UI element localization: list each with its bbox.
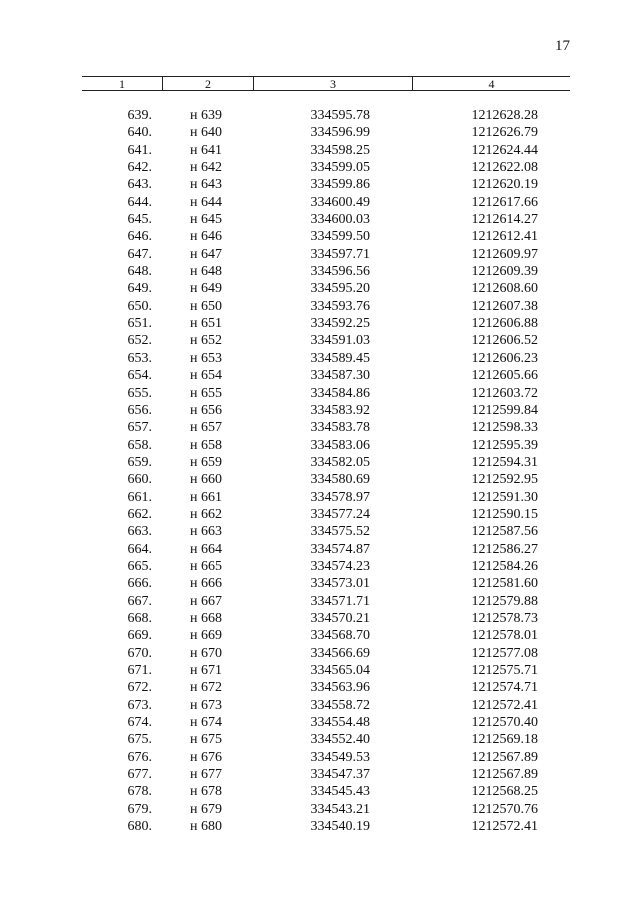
row-number: 666. <box>127 576 152 592</box>
row-number: 644. <box>127 194 152 210</box>
table-row <box>0 610 639 627</box>
point-id: н 643 <box>190 177 222 193</box>
point-id: н 673 <box>190 697 222 713</box>
table-row <box>0 801 639 818</box>
coordinate-x: 334600.03 <box>310 212 370 228</box>
row-number: 679. <box>127 801 152 817</box>
coordinate-x: 334540.19 <box>310 819 370 835</box>
table-row <box>0 211 639 228</box>
point-id: н 650 <box>190 298 222 314</box>
coordinate-y: 1212592.95 <box>471 472 538 488</box>
coordinate-x: 334599.05 <box>310 160 370 176</box>
row-number: 672. <box>127 680 152 696</box>
point-id: н 660 <box>190 472 222 488</box>
point-id: н 657 <box>190 420 222 436</box>
coordinate-x: 334598.25 <box>310 142 370 158</box>
point-id: н 679 <box>190 801 222 817</box>
table-row <box>0 194 639 211</box>
coordinate-y: 1212587.56 <box>471 524 538 540</box>
row-number: 671. <box>127 663 152 678</box>
row-number: 648. <box>127 264 152 280</box>
coordinate-y: 1212581.60 <box>471 576 538 592</box>
header-col-3: 3 <box>330 77 336 91</box>
point-id: н 645 <box>190 212 222 228</box>
coordinate-x: 334574.23 <box>310 558 370 574</box>
table-row <box>0 783 639 800</box>
row-number: 668. <box>127 610 152 626</box>
coordinate-y: 1212574.71 <box>471 680 538 696</box>
row-number: 676. <box>127 749 152 765</box>
coordinate-y: 1212578.73 <box>471 610 538 626</box>
header-col-2: 2 <box>205 77 211 91</box>
coordinate-y: 1212594.31 <box>471 454 538 470</box>
row-number: 649. <box>127 281 152 297</box>
point-id: н 659 <box>190 454 222 470</box>
coordinate-y: 1212595.39 <box>471 437 538 453</box>
coordinate-x: 334599.50 <box>310 229 370 245</box>
coordinate-x: 334568.70 <box>310 628 370 644</box>
row-number: 639. <box>127 108 152 123</box>
row-number: 664. <box>127 541 152 557</box>
row-number: 653. <box>127 350 152 366</box>
table-row <box>0 263 639 280</box>
coordinate-y: 1212606.52 <box>471 333 538 349</box>
point-id: н 661 <box>190 489 222 505</box>
point-id: н 646 <box>190 229 222 245</box>
coordinate-y: 1212569.18 <box>471 732 538 748</box>
coordinate-y: 1212603.72 <box>471 385 538 401</box>
header-col-4: 4 <box>488 77 495 91</box>
table-row <box>0 454 639 471</box>
point-id: н 655 <box>190 385 222 401</box>
table-row <box>0 541 639 558</box>
coordinate-x: 334592.25 <box>310 316 370 332</box>
row-number: 680. <box>127 819 152 835</box>
coordinate-y: 1212620.19 <box>471 177 538 193</box>
coordinate-y: 1212575.71 <box>471 663 538 678</box>
table-row <box>0 246 639 263</box>
coordinate-x: 334596.56 <box>310 264 370 280</box>
row-number: 647. <box>127 246 152 262</box>
table-row <box>0 350 639 367</box>
coordinate-y: 1212584.26 <box>471 558 538 574</box>
coordinate-x: 334587.30 <box>310 368 370 384</box>
coordinate-x: 334582.05 <box>310 454 370 470</box>
point-id: н 640 <box>190 125 222 141</box>
coordinate-y: 1212609.39 <box>471 264 538 280</box>
point-id: н 665 <box>190 558 222 574</box>
table-row <box>0 402 639 419</box>
point-id: н 652 <box>190 333 222 349</box>
row-number: 667. <box>127 593 152 609</box>
row-number: 662. <box>127 506 152 522</box>
row-number: 656. <box>127 402 152 418</box>
coordinate-x: 334547.37 <box>310 767 370 783</box>
row-number: 651. <box>127 316 152 332</box>
point-id: н 642 <box>190 160 222 176</box>
row-number: 663. <box>127 524 152 540</box>
table-row <box>0 471 639 488</box>
point-id: н 641 <box>190 142 222 158</box>
coordinate-y: 1212579.88 <box>471 593 538 609</box>
row-number: 650. <box>127 298 152 314</box>
coordinate-y: 1212570.40 <box>471 715 538 731</box>
row-number: 675. <box>127 732 152 748</box>
table-row <box>0 124 639 141</box>
coordinate-y: 1212622.08 <box>471 160 538 176</box>
coordinate-x: 334577.24 <box>310 506 370 522</box>
coordinate-x: 334595.20 <box>310 281 370 297</box>
coordinate-y: 1212612.41 <box>471 229 538 245</box>
table-row <box>0 437 639 454</box>
table-row <box>0 679 639 696</box>
table-row <box>0 697 639 714</box>
coordinate-x: 334580.69 <box>310 472 370 488</box>
point-id: н 653 <box>190 350 222 366</box>
point-id: н 677 <box>190 767 222 783</box>
coordinate-x: 334593.76 <box>310 298 370 314</box>
coordinate-x: 334583.78 <box>310 420 370 436</box>
point-id: н 648 <box>190 264 222 280</box>
coordinate-x: 334545.43 <box>310 784 370 800</box>
point-id: н 649 <box>190 281 222 297</box>
table-row <box>0 489 639 506</box>
point-id: н 647 <box>190 246 222 262</box>
coordinate-y: 1212607.38 <box>471 298 538 314</box>
coordinate-x: 334574.87 <box>310 541 370 557</box>
row-number: 643. <box>127 177 152 193</box>
table-row <box>0 662 639 679</box>
coordinate-x: 334543.21 <box>310 801 370 817</box>
row-number: 645. <box>127 212 152 228</box>
table-row <box>0 731 639 748</box>
row-number: 660. <box>127 472 152 488</box>
row-number: 673. <box>127 697 152 713</box>
point-id: н 674 <box>190 715 222 731</box>
table-row <box>0 818 639 835</box>
point-id: н 670 <box>190 645 222 661</box>
coordinate-x: 334591.03 <box>310 333 370 349</box>
coordinate-x: 334575.52 <box>310 524 370 540</box>
row-number: 655. <box>127 385 152 401</box>
table-row <box>0 558 639 575</box>
coordinate-y: 1212567.89 <box>471 749 538 765</box>
point-id: н 676 <box>190 749 222 765</box>
coordinate-y: 1212578.01 <box>471 628 538 644</box>
table-row <box>0 298 639 315</box>
table-row <box>0 645 639 662</box>
coordinate-x: 334552.40 <box>310 732 370 748</box>
coordinate-y: 1212568.25 <box>471 784 538 800</box>
table-header <box>82 76 570 91</box>
coordinate-x: 334599.86 <box>310 177 370 193</box>
coordinate-y: 1212577.08 <box>471 645 538 661</box>
coordinate-x: 334549.53 <box>310 749 370 765</box>
row-number: 654. <box>127 368 152 384</box>
point-id: н 651 <box>190 316 222 332</box>
coordinate-x: 334573.01 <box>310 576 370 592</box>
table-row <box>0 714 639 731</box>
coordinate-x: 334596.99 <box>310 125 370 141</box>
coordinate-y: 1212626.79 <box>471 125 538 141</box>
row-number: 652. <box>127 333 152 349</box>
coordinate-y: 1212606.23 <box>471 350 538 366</box>
coordinate-x: 334554.48 <box>310 715 370 731</box>
table-row <box>0 159 639 176</box>
point-id: н 654 <box>190 368 222 384</box>
table-row <box>0 315 639 332</box>
point-id: н 671 <box>190 663 222 678</box>
point-id: н 680 <box>190 819 222 835</box>
row-number: 670. <box>127 645 152 661</box>
coordinate-x: 334584.86 <box>310 385 370 401</box>
point-id: н 666 <box>190 576 222 592</box>
coordinate-y: 1212608.60 <box>471 281 538 297</box>
point-id: н 656 <box>190 402 222 418</box>
coordinate-y: 1212624.44 <box>471 142 538 158</box>
coordinate-y: 1212617.66 <box>471 194 538 210</box>
table-row <box>0 593 639 610</box>
table-row <box>0 280 639 297</box>
row-number: 646. <box>127 229 152 245</box>
row-number: 678. <box>127 784 152 800</box>
coordinate-x: 334597.71 <box>310 246 370 262</box>
coordinate-y: 1212606.88 <box>471 316 538 332</box>
row-number: 665. <box>127 558 152 574</box>
row-number: 641. <box>127 142 152 158</box>
table-row <box>0 523 639 540</box>
row-number: 674. <box>127 715 152 731</box>
page-number: 17 <box>555 38 570 54</box>
coordinate-y: 1212567.89 <box>471 767 538 783</box>
point-id: н 664 <box>190 541 222 557</box>
row-number: 661. <box>127 489 152 505</box>
coordinate-y: 1212614.27 <box>471 212 538 228</box>
table-row <box>0 142 639 159</box>
point-id: н 658 <box>190 437 222 453</box>
coordinate-y: 1212605.66 <box>471 368 538 384</box>
point-id: н 678 <box>190 784 222 800</box>
coordinate-y: 1212586.27 <box>471 541 538 557</box>
coordinate-y: 1212591.30 <box>471 489 538 505</box>
coordinate-y: 1212590.15 <box>471 506 538 522</box>
point-id: н 663 <box>190 524 222 540</box>
table-body <box>0 107 639 835</box>
row-number: 642. <box>127 160 152 176</box>
table-row <box>0 766 639 783</box>
point-id: н 667 <box>190 593 222 609</box>
table-row <box>0 419 639 436</box>
coordinate-y: 1212572.41 <box>471 819 538 835</box>
coordinate-x: 334566.69 <box>310 645 370 661</box>
table-row <box>0 506 639 523</box>
coordinate-y: 1212572.41 <box>471 697 538 713</box>
coordinate-x: 334558.72 <box>310 697 370 713</box>
point-id: н 669 <box>190 628 222 644</box>
row-number: 658. <box>127 437 152 453</box>
table-row <box>0 385 639 402</box>
point-id: н 662 <box>190 506 222 522</box>
coordinate-y: 1212570.76 <box>471 801 538 817</box>
coordinate-x: 334589.45 <box>310 350 370 366</box>
table-row <box>0 176 639 193</box>
coordinate-y: 1212599.84 <box>471 402 538 418</box>
point-id: н 675 <box>190 732 222 748</box>
point-id: н 644 <box>190 194 222 210</box>
row-number: 659. <box>127 454 152 470</box>
row-number: 657. <box>127 420 152 436</box>
coordinate-x: 334600.49 <box>310 194 370 210</box>
point-id: н 672 <box>190 680 222 696</box>
table-row <box>0 107 639 124</box>
coordinate-x: 334578.97 <box>310 489 370 505</box>
header-col-1: 1 <box>119 77 125 91</box>
table-row <box>0 228 639 245</box>
point-id: н 639 <box>190 108 222 123</box>
coordinate-y: 1212628.28 <box>471 108 538 123</box>
row-number: 669. <box>127 628 152 644</box>
point-id: н 668 <box>190 610 222 626</box>
table-row <box>0 332 639 349</box>
coordinate-x: 334563.96 <box>310 680 370 696</box>
table-row <box>0 367 639 384</box>
coordinate-x: 334583.92 <box>310 402 370 418</box>
coordinate-y: 1212598.33 <box>471 420 538 436</box>
coordinate-x: 334595.78 <box>310 108 370 123</box>
coordinate-x: 334571.71 <box>310 593 370 609</box>
table-row <box>0 575 639 592</box>
row-number: 677. <box>127 767 152 783</box>
coordinate-x: 334570.21 <box>310 610 370 626</box>
coordinate-x: 334565.04 <box>310 663 370 678</box>
coordinate-x: 334583.06 <box>310 437 370 453</box>
row-number: 640. <box>127 125 152 141</box>
coordinate-y: 1212609.97 <box>471 246 538 262</box>
table-row <box>0 627 639 644</box>
table-row <box>0 749 639 766</box>
